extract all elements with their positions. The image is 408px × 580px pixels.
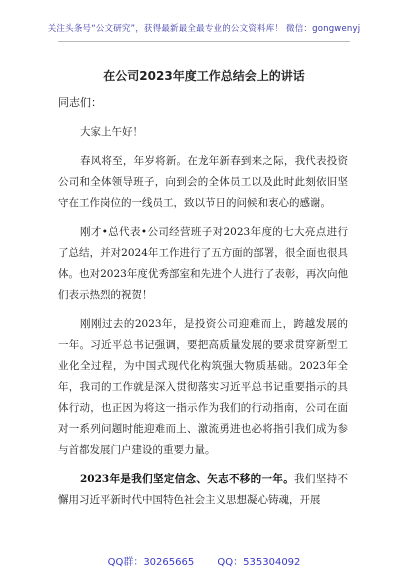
document-body (58, 92, 348, 519)
paragraph-summary (58, 222, 348, 306)
paragraph-text: 春风将至，年岁将新。在龙年新春到来之际，我代表投资公司和全体领导班子，向到会的全体员工以及此时此刻依旧坚守在工作岗位的一线员工，致以节日的问候和衷心的感谢。 (58, 155, 348, 209)
paragraph-text: 刚刚过去的2023年，是投资公司迎难而上，跨越发展的一年。习近平总书记强调，要把高质量发展的要求贯穿新型工业化全过程，为中国式现代化构筑强大物质基础。2023年全年，我司的工作就是深入贯彻落实习近平总书记重要指示的具体行动，也正因为将这一指示作为我们的行动指南，公司在面对一系列问题时能迎难而上、激流勇进也必将指引我们成为参与首都发展门户建设的重要力量。 (58, 318, 348, 456)
paragraph-text: 大家上午好！ (80, 126, 143, 138)
salutation: 同志们： (58, 96, 102, 109)
page-title: 在公司2023年度工作总结会上的讲话 (103, 69, 305, 83)
paragraph-bold-lead: 2023年是我们坚定信念、矢志不移的一年。 (80, 473, 295, 485)
footer-qq-group: QQ群：30265665 (107, 557, 195, 568)
paragraph-review (58, 314, 348, 461)
paragraph-opening (58, 151, 348, 214)
header-note: 关注头条号“公文研究”，获得最新最全最专业的公文资料库！ 微信：gongwenyj (47, 24, 361, 34)
paragraph-text: 我们坚持不懈用习近平新时代中国特色社会主义思想凝心铸魂，开展 (58, 473, 348, 506)
footer-contact (0, 553, 408, 568)
paragraph-belief (58, 469, 348, 511)
paragraph-greeting (58, 122, 348, 143)
footer-qq: QQ：535304092 (217, 557, 301, 568)
header-divider (58, 41, 350, 42)
paragraph-text: 刚才•总代表•公司经营班子对2023年度的七大亮点进行了总结，并对2024年工作进行了五方面的部署，很全面也很具体。也对2023年度优秀部室和先进个人进行了表彰，再次向他们表示热烈的祝贺！ (58, 226, 348, 301)
